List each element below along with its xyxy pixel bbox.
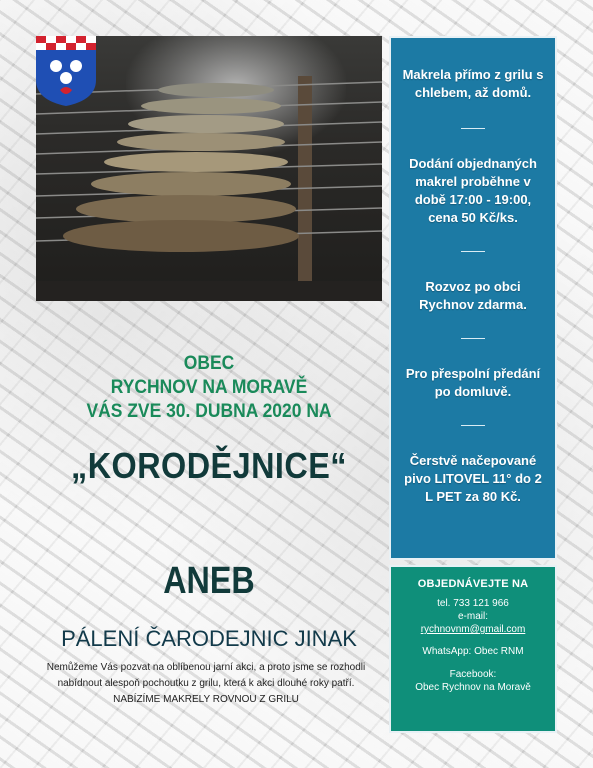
order-title: OBJEDNÁVEJTE NA	[417, 578, 529, 590]
info-item-beer: Čerstvě načepované pivo LITOVEL 11° do 2 L PET za 80 Kč.	[404, 453, 542, 504]
info-item-delivery: Dodání objednaných makrel proběhne v době 17:00 - 19:00, cena 50 Kč/ks.	[409, 156, 537, 225]
event-title: „KORODĚJNICE“	[71, 445, 347, 486]
subtitle: PÁLENÍ ČARODEJNIC JINAK	[61, 626, 357, 651]
whatsapp: WhatsApp: Obec RNM	[422, 646, 524, 657]
fish-group	[63, 83, 299, 252]
order-panel	[389, 565, 557, 733]
invitation-headline	[50, 352, 368, 424]
email-label: e-mail:	[457, 611, 488, 622]
body-text: Nemůžeme Vás pozvat na oblíbenou jarní akci, a proto jsme se rozhodli nabídnout alespoň pochoutku z grilu, která k akci dlouhé roky patří. NABÍZÍME MAKRELY ROVNOU Z GRILU	[46, 662, 366, 705]
phone: tel. 733 121 966	[437, 598, 509, 609]
info-item-mackerel: Makrela přímo z grilu s chlebem, až domů.	[402, 67, 544, 100]
info-item-outsiders: Pro přespolní předání po domluvě.	[405, 366, 541, 399]
facebook-label: Facebook:	[449, 669, 497, 680]
facebook-name: Obec Rychnov na Moravě	[415, 682, 531, 693]
info-panel	[389, 36, 557, 560]
email-link[interactable]: rychnovnm@gmail.com	[420, 624, 526, 635]
info-item-rychnov: Rozvoz po obci Rychnov zdarma.	[419, 279, 527, 312]
aneb-heading: ANEB	[163, 560, 255, 602]
coat-of-arms-logo	[36, 36, 96, 106]
headline-line: VÁS ZVE 30. DUBNA 2020 NA	[86, 401, 332, 422]
headline-line: OBEC	[183, 353, 235, 374]
headline-line: RYCHNOV NA MORAVĚ	[110, 377, 308, 398]
